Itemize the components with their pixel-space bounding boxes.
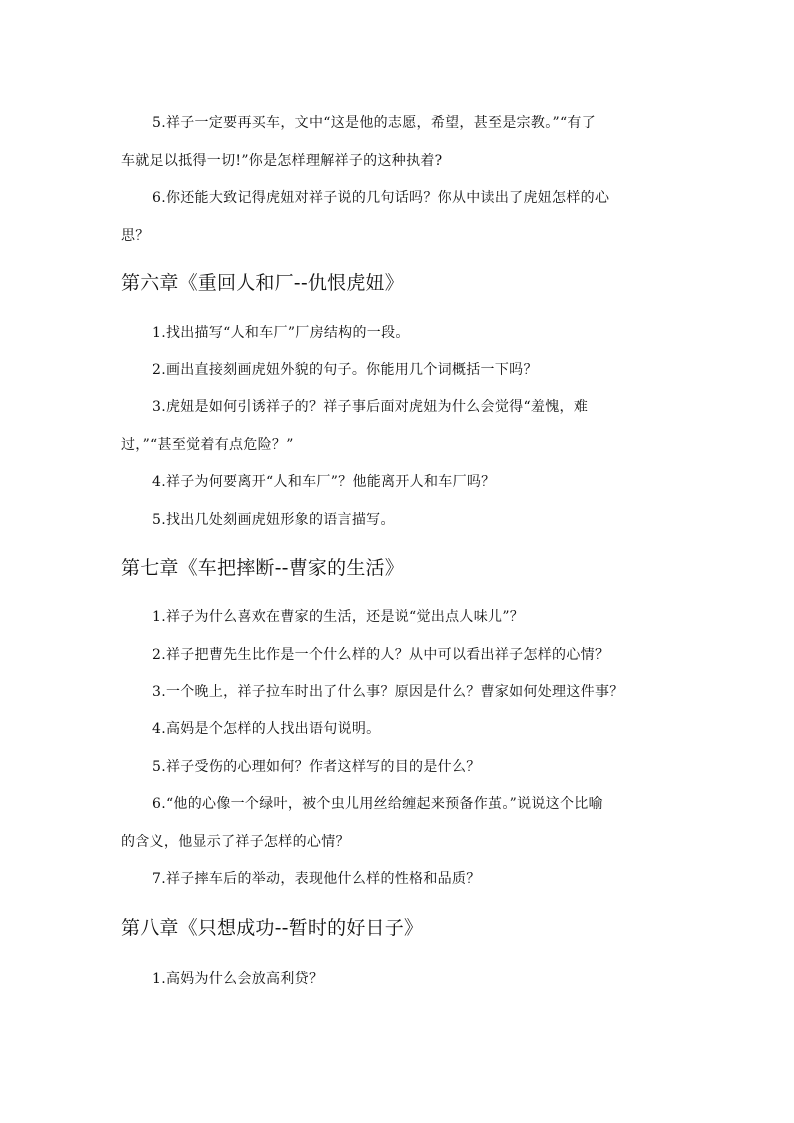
chapter-6-heading: 第六章《重回人和厂--仇恨虎妞》 xyxy=(121,272,404,294)
ch7-question-2: 2.祥子把曹先生比作是一个什么样的人？从中可以看出祥子怎样的心情？ xyxy=(152,647,610,663)
ch7-question-4: 4.高妈是个怎样的人找出语句说明。 xyxy=(152,721,381,737)
question-6-line-2: 思？ xyxy=(121,228,150,244)
ch7-question-3: 3.一个晚上，祥子拉车时出了什么事？原因是什么？曹家如何处理这件事？ xyxy=(152,684,624,700)
ch7-question-6-line-1: 6.“他的心像一个绿叶，被个虫儿用丝给缠起来预备作茧。”说说这个比喻 xyxy=(152,796,603,812)
chapter-7-heading: 第七章《车把摔断--曹家的生活》 xyxy=(121,557,404,579)
ch6-question-1: 1.找出描写“人和车厂”厂房结构的一段。 xyxy=(152,325,410,341)
ch6-question-2: 2.画出直接刻画虎妞外貌的句子。你能用几个词概括一下吗？ xyxy=(152,362,538,378)
ch7-question-5: 5.祥子受伤的心理如何？作者这样写的目的是什么？ xyxy=(152,759,481,775)
ch7-question-1: 1.祥子为什么喜欢在曹家的生活，还是说“觉出点人味儿”？ xyxy=(152,609,525,625)
chapter-8-heading: 第八章《只想成功--暂时的好日子》 xyxy=(121,917,424,939)
question-5-line-1: 5.祥子一定要再买车，文中“这是他的志愿，希望，甚至是宗教。”“有了 xyxy=(152,115,597,131)
question-5-line-2: 车就足以抵得一切!”你是怎样理解祥子的这种执着? xyxy=(121,153,443,169)
ch6-question-3-line-1: 3.虎妞是如何引诱祥子的？祥子事后面对虎妞为什么会觉得“羞愧，难 xyxy=(152,399,589,415)
ch6-question-5: 5.找出几处刻画虎妞形象的语言描写。 xyxy=(152,512,395,528)
ch7-question-7: 7.祥子摔车后的举动，表现他什么样的性格和品质？ xyxy=(152,871,481,887)
ch8-question-1: 1.高妈为什么会放高利贷？ xyxy=(152,971,324,987)
question-6-line-1: 6.你还能大致记得虎妞对祥子说的几句话吗？你从中读出了虎妞怎样的心 xyxy=(152,190,610,206)
ch7-question-6-line-2: 的含义，他显示了祥子怎样的心情？ xyxy=(121,834,350,850)
ch6-question-4: 4.祥子为何要离开“人和车厂”？他能离开人和车厂吗？ xyxy=(152,474,496,490)
ch6-question-3-line-2: 过，”“甚至觉着有点危险？” xyxy=(121,437,294,453)
